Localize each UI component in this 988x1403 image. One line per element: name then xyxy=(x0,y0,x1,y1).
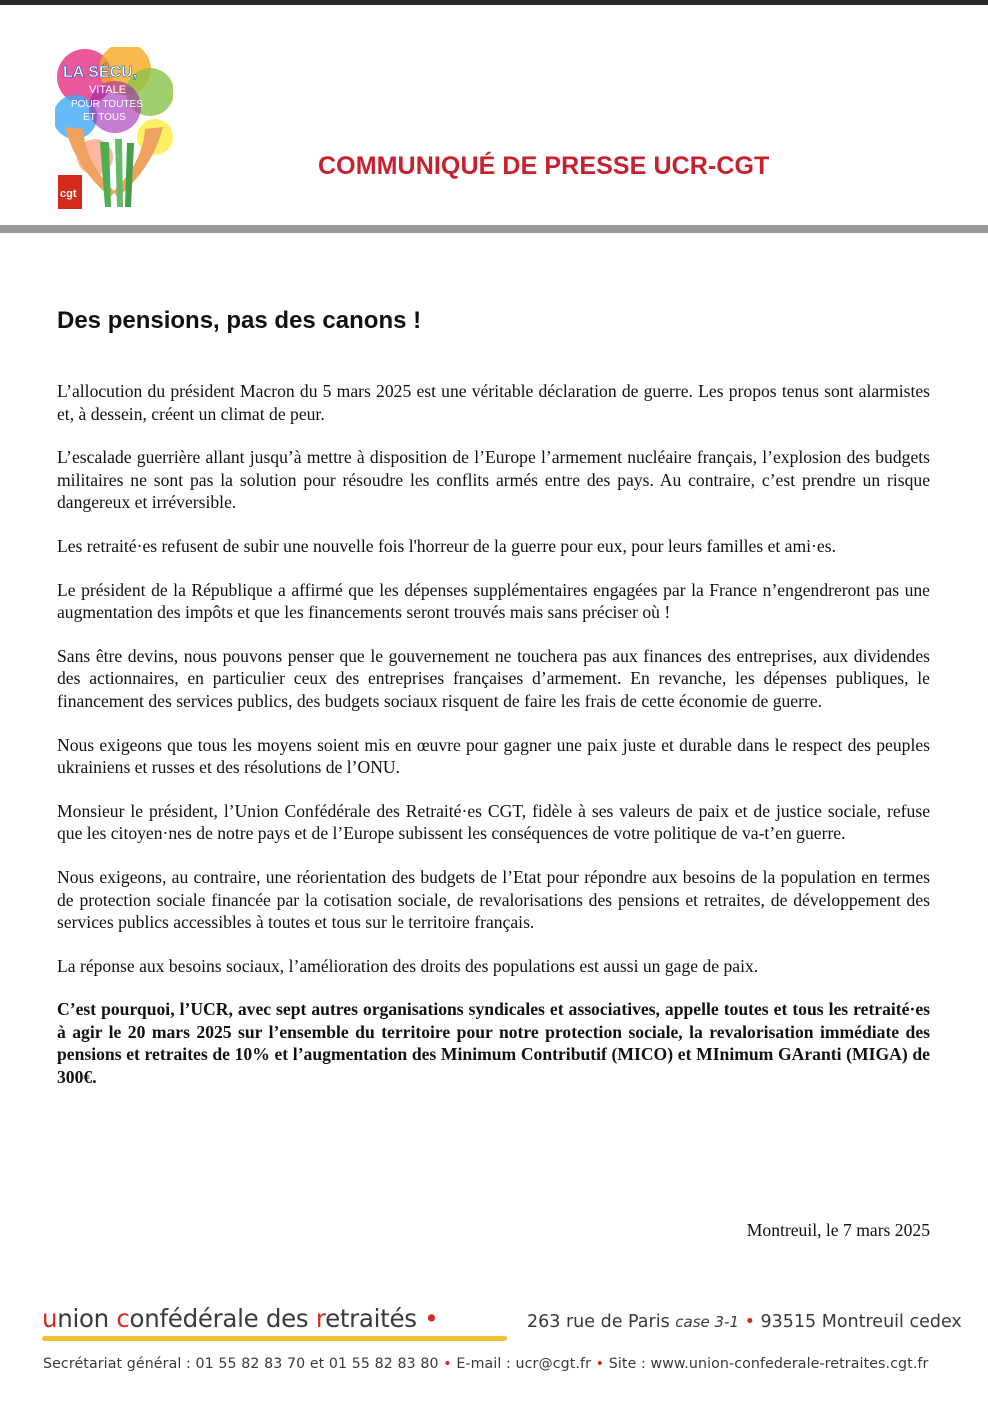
paragraph: L’allocution du président Macron du 5 mars 2025 est une véritable déclaration de guerre. Les propos tenus sont alarmistes et, à dessein, créent un climat de peur. xyxy=(57,381,930,424)
paragraph: Le président de la République a affirmé que les dépenses supplémentaires engagées par la France n’engendreront pas une augmentation des impôts et que les financements seront trouvés mais sans préciser où ! xyxy=(57,579,930,623)
body-text xyxy=(57,380,930,1110)
bullet-icon: • xyxy=(595,1356,605,1372)
bullet-icon: • xyxy=(744,1312,755,1332)
org-part: nion xyxy=(57,1304,117,1333)
bullet-icon: • xyxy=(443,1356,452,1372)
paragraph: Nous exigeons, au contraire, une réorientation des budgets de l’Etat pour répondre aux besoins de la population en termes de protection sociale financée par la cotisation sociale, de revalorisations des pensions et retraites, de développement des services publics accessibles à toutes et tous sur le territoire français. xyxy=(57,866,930,933)
address-street: 263 rue de Paris xyxy=(527,1312,670,1332)
email-link[interactable]: E-mail : ucr@cgt.fr xyxy=(456,1356,592,1372)
top-border xyxy=(0,0,988,5)
org-part: etraités xyxy=(325,1304,417,1333)
org-letter-u: u xyxy=(42,1304,58,1333)
logo-text-line-4: ET TOUS xyxy=(83,112,126,123)
paragraph: L’escalade guerrière allant jusqu’à mettre à disposition de l’Europe l’armement nucléaire français, l’explosion des budgets militaires ne sont pas la solution pour résoudre les conflits armés entre des pays. Au contraire, c’est prendre un risque dangereux et irréversible. xyxy=(57,447,930,513)
dateline: Montreuil, le 7 mars 2025 xyxy=(746,1220,930,1240)
paragraph: Nous exigeons que tous les moyens soient mis en œuvre pour gagner une paix juste et durable dans le respect des peuples ukrainiens et russes et des résolutions de l’ONU. xyxy=(57,734,930,778)
document-title: Des pensions, pas des canons ! xyxy=(57,307,422,334)
logo-text-line-3: POUR TOUTES xyxy=(71,99,143,110)
header-divider xyxy=(0,225,988,233)
address-case: case 3-1 xyxy=(675,1313,740,1331)
paragraph: Sans être devins, nous pouvons penser que le gouvernement ne touchera pas aux finances des entreprises, aux dividendes des actionnaires, en particulier ceux des entreprises françaises d’armement. En revanche, les dépenses publiques, le financement des services publics, des budgets sociaux risquent de faire les frais de cette économie de guerre. xyxy=(57,645,930,711)
footer-organization-name xyxy=(42,1304,438,1333)
paragraph: La réponse aux besoins sociaux, l’amélioration des droits des populations est aussi un gage de paix. xyxy=(57,955,759,976)
org-letter-r: r xyxy=(315,1304,326,1333)
address-city: 93515 Montreuil cedex xyxy=(760,1312,962,1332)
cgt-brand: cgt xyxy=(60,188,77,200)
header-title: COMMUNIQUÉ DE PRESSE UCR-CGT xyxy=(318,152,770,180)
footer-address xyxy=(527,1312,962,1332)
org-part: onfédérale des xyxy=(129,1304,316,1333)
closing-call-to-action: C’est pourquoi, l’UCR, avec sept autres organisations syndicales et associatives, appelle toutes et tous les retraité·es à agir le 20 mars 2025 sur l’ensemble du territoire pour notre protection sociale, la revalorisation immédiate des pensions et retraites de 10% et l’augmentation des Minimum Contributif (MICO) et MInimum GAranti (MIGA) de 300€. xyxy=(57,999,930,1088)
website-link[interactable]: Site : www.union-confederale-retraites.cgt.fr xyxy=(608,1356,929,1372)
la-secu-logo xyxy=(55,47,173,213)
phone-numbers: Secrétariat général : 01 55 82 83 70 et 01 55 82 83 80 xyxy=(43,1356,439,1372)
paragraph: Monsieur le président, l’Union Confédérale des Retraité·es CGT, fidèle à ses valeurs de paix et de justice sociale, refuse que les citoyen·nes de notre pays et de l’Europe subissent les conséquences de votre politique de va-t’en guerre. xyxy=(57,800,930,844)
logo-text-line-2: VITALE xyxy=(89,84,127,96)
footer-underline xyxy=(42,1336,507,1341)
logo-text-line-1: LA SÉCU, xyxy=(63,64,138,81)
bullet-icon: • xyxy=(424,1304,439,1333)
org-letter-c: c xyxy=(116,1304,130,1333)
footer-contact xyxy=(43,1356,928,1372)
paragraph: Les retraité·es refusent de subir une nouvelle fois l'horreur de la guerre pour eux, pour leurs familles et ami·es. xyxy=(57,535,836,556)
